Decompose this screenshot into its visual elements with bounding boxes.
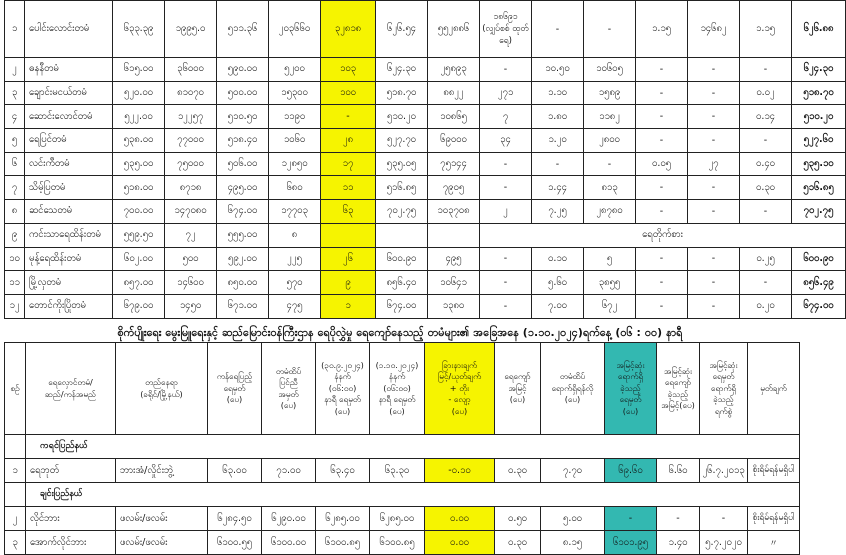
cell-dam-name: ဆောင်းလောင်တမံ: [25, 105, 113, 129]
cell-to-crest: ၇.၇၀: [541, 459, 605, 483]
cell-no: ၂: [5, 507, 26, 531]
cell-final-level: ၅၁၆.၈၅: [792, 176, 846, 200]
cell-location: ဖလမ်း/ဖလမ်း: [116, 531, 208, 555]
cell-final-level: ၆၇၄.၀၀: [792, 294, 846, 318]
cell-volume: ၇၉၀၅: [428, 176, 480, 200]
cell-spill: -: [480, 58, 532, 82]
cell-full-level: ၆၇၉.၀၀: [113, 294, 165, 318]
section-row: [5, 435, 800, 459]
cell-dead-level: ၅၁၁.၃၆: [217, 1, 269, 58]
cell-dam-name: သိမ့်ပြတမံ: [25, 176, 113, 200]
cell-max-overflow: -: [657, 507, 700, 531]
cell-volume: ၁၀၃၇၀၈: [428, 200, 480, 224]
cell-col-12: ၁၄၆၈၂: [688, 1, 740, 58]
cell-storage: ၁၄၅၀: [165, 294, 217, 318]
header-no: စဉ်: [5, 343, 26, 435]
cell-spill: ၁၈၆၉၁ (လျှပ်စစ် ထုတ်ရေ): [480, 1, 532, 58]
cell-overflow: -: [532, 1, 584, 58]
table-row: [5, 531, 800, 555]
cell-spill: ၇: [480, 105, 532, 129]
cell-full-level: ၆၃၃.၃၉: [113, 1, 165, 58]
cell-final-level: ၆၂၄.၃၀: [792, 58, 846, 82]
cell-crest-level: ၆၂၉၀.၀၀: [262, 507, 316, 531]
cell-volume: ၆၉၀၀၀: [428, 129, 480, 153]
cell-water-level: ၅၁၆.၈၅: [376, 176, 428, 200]
cell-dam-name: မြို့လှတမံ: [25, 271, 113, 295]
cell-remarks: 〃: [748, 531, 800, 555]
header-row: [5, 343, 800, 435]
cell-max-level: -: [605, 507, 657, 531]
cell-col-13: -: [740, 58, 792, 82]
header-difference: ခြားနားချက် မြင့်/ယုတ်ချက် + တိုး - လျော့ (ပေ): [425, 343, 495, 435]
cell-col-13: -: [740, 200, 792, 224]
cell-storage: ၈၇၁၈: [165, 176, 217, 200]
cell-storage: ၅၀၀: [165, 247, 217, 271]
cell-col-11: ၀.၀၅: [636, 152, 688, 176]
cell-dead-level: ၆၇၁.၀၀: [217, 294, 269, 318]
cell-name: လိုင်ဘား: [26, 507, 116, 531]
cell-max-date: ၂၆.၇.၂၀၁၃: [700, 459, 748, 483]
cell-overflow: ၁.၁၀: [532, 81, 584, 105]
cell-volume: ၂၅၈၉၃: [428, 58, 480, 82]
section-label: ကရင်ပြည်နယ်: [26, 435, 800, 459]
table-row: [5, 152, 846, 176]
header-curr-level: (၁.၁၀.၂၀၂၄) နံနက် (၀၆:၀၀) နာရီ ရေမှတ် (ပေ): [370, 343, 425, 435]
cell-final-level: ၆၀၀.၉၀: [792, 247, 846, 271]
cell-discharge: ၂၈၀၀: [584, 129, 636, 153]
cell-spill: -: [480, 152, 532, 176]
cell-spill: -: [480, 294, 532, 318]
cell-rain: ၆၃: [321, 200, 376, 224]
cell-no: ၁: [5, 459, 26, 483]
cell-col-13: ၀.၄၀: [740, 152, 792, 176]
cell-col-11: -: [636, 271, 688, 295]
cell-col-12: -: [688, 81, 740, 105]
cell-col-12: -: [688, 247, 740, 271]
cell-final-level: ၅၁၈.၇၀: [792, 81, 846, 105]
cell-col-11: -: [636, 105, 688, 129]
cell-remarks: စိုးရိမ်ရန်မရှိပါ: [748, 507, 800, 531]
cell-difference: ၀.၀၀: [425, 507, 495, 531]
cell-storage: ၁၂၂၅၇: [165, 105, 217, 129]
cell-no: ၁: [5, 1, 25, 58]
cell-max-overflow: ၁.၄၀: [657, 531, 700, 555]
cell-water-level: ၅၃၅.၀၅: [376, 152, 428, 176]
cell-dead-level: ၆၇၄.၀၀: [217, 200, 269, 224]
cell-water-level: [376, 223, 428, 247]
section-row: [5, 483, 800, 507]
cell-water-level: ၈၅၆.၄၀: [376, 271, 428, 295]
cell-final-level: ၆၂၆.၈၈: [792, 1, 846, 58]
cell-spill: ၂: [480, 200, 532, 224]
cell-rain: ၁၁: [321, 176, 376, 200]
cell-volume: [428, 223, 480, 247]
cell-col-11: -: [636, 176, 688, 200]
header-full-level: ကန်ရေပြည့် ရေမှတ် (ပေ): [208, 343, 262, 435]
table-row: [5, 294, 846, 318]
table-row: [5, 200, 846, 224]
cell-area: ၂၀၃၆၆၀: [269, 1, 321, 58]
cell-storage: ၁၄၇၀၈၀: [165, 200, 217, 224]
cell-water-level: ၅၁၀.၂၀: [376, 105, 428, 129]
cell-water-level: ၆၂၆.၅၄: [376, 1, 428, 58]
cell-dead-level: ၅၀၆.၀၀: [217, 152, 269, 176]
table-row: [5, 176, 846, 200]
cell-no: ၃: [5, 531, 26, 555]
cell-col-13: ၁.၁၅: [740, 1, 792, 58]
cell-rain: [321, 223, 376, 247]
cell-dead-level: ၈၅၀.၀၀: [217, 271, 269, 295]
cell-overflow: -: [532, 152, 584, 176]
cell-overflow: ၀.၃၀: [495, 531, 541, 555]
cell-dead-level: ၅၀၀.၀၀: [217, 81, 269, 105]
cell-water-level: ၆၀၀.၉၀: [376, 247, 428, 271]
cell-col-13: -: [740, 271, 792, 295]
cell-dead-level: ၄၉၅.၀၀: [217, 176, 269, 200]
table-row: [5, 459, 800, 483]
cell-curr-level: ၆၂၈၅.၀၀: [370, 507, 425, 531]
cell-overflow: ၀.၁၀: [532, 247, 584, 271]
lower-table-header: [5, 343, 800, 435]
cell-no: ၁၀: [5, 247, 25, 271]
cell-overflow: ၅.၆၀: [532, 271, 584, 295]
cell-water-level: ၆၇၄.၀၀: [376, 294, 428, 318]
cell-discharge: ၂၈၇၈၀: [584, 200, 636, 224]
cell-area: ၅၂၀၀: [269, 58, 321, 82]
cell-water-level: ၅၁၈.၇၀: [376, 81, 428, 105]
header-max-date: အမြင့်ဆုံး ရေမှတ် ရောက်ရှိ ခဲ့သည့် ရက်စွဲ: [700, 343, 748, 435]
cell-spill: -: [480, 247, 532, 271]
upper-table-body: [5, 1, 846, 319]
cell-rain: ၁၇: [321, 152, 376, 176]
cell-spill: ၃၄: [480, 129, 532, 153]
table-row: [5, 507, 800, 531]
cell-remarks: စိုးရိမ်ရန်မရှိပါ: [748, 459, 800, 483]
lower-table-body: [5, 435, 800, 555]
cell-rain: ၂၆: [321, 247, 376, 271]
cell-no: ၃: [5, 81, 25, 105]
cell-dam-name: ကင်းသာရေထိန်းတမံ: [25, 223, 113, 247]
cell-difference: ၀.၀၀: [425, 531, 495, 555]
cell-rain: ၉: [321, 271, 376, 295]
cell-dead-level: ၅၁၀.၅၀: [217, 105, 269, 129]
table-row: [5, 271, 846, 295]
cell-max-date: -: [700, 507, 748, 531]
cell-dam-name: ဆင်သေတမံ: [25, 200, 113, 224]
cell-dam-name: ပေါင်းလောင်းတမံ: [25, 1, 113, 58]
section-spacer: [5, 483, 26, 507]
cell-discharge: ၁၅၈၉: [584, 81, 636, 105]
cell-col-12: -: [688, 58, 740, 82]
cell-final-level: ၇၀၂.၇၅: [792, 200, 846, 224]
cell-curr-level: ၆၃.၃၀: [370, 459, 425, 483]
cell-final-level: ၅၁၀.၂၀: [792, 105, 846, 129]
cell-col-11: -: [636, 81, 688, 105]
cell-prev-level: ၆၂၈၅.၀၀: [316, 507, 370, 531]
cell-area: ၁၇၇၀၃: [269, 200, 321, 224]
table-row: [5, 81, 846, 105]
header-crest-level: တမံထိပ် ပြင်ညီ အမှတ် (ပေ): [262, 343, 316, 435]
cell-full-level: ၆၂၈၄.၅၀: [208, 507, 262, 531]
cell-area: ၁၂၈၅၀: [269, 152, 321, 176]
cell-col-13: ၀.၁၄: [740, 105, 792, 129]
cell-max-overflow: ၆.၆၀: [657, 459, 700, 483]
cell-overflow: ၁.၂၀: [532, 129, 584, 153]
cell-full-level: ၇၀၀.၀၀: [113, 200, 165, 224]
cell-spill: -: [480, 176, 532, 200]
cell-curr-level: ၆၁၀၀.၈၅: [370, 531, 425, 555]
cell-col-13: -: [740, 129, 792, 153]
cell-no: ၅: [5, 129, 25, 153]
cell-col-12: -: [688, 176, 740, 200]
cell-discharge: ၁၁၈၂: [584, 105, 636, 129]
cell-dam-name: ချောင်းမငယ်တမံ: [25, 81, 113, 105]
cell-no: ၄: [5, 105, 25, 129]
cell-dead-level: ၅၅၅.၀၀: [217, 223, 269, 247]
cell-location: ဖလမ်း/ဖလမ်း: [116, 507, 208, 531]
cell-storage: ၇၂: [165, 223, 217, 247]
cell-final-level: ၅၃၅.၁၀: [792, 152, 846, 176]
cell-col-11: ၁.၁၅: [636, 1, 688, 58]
cell-spill: -: [480, 271, 532, 295]
cell-col-12: -: [688, 129, 740, 153]
cell-difference: -၀.၁၀: [425, 459, 495, 483]
cell-col-13: ၀.၀၂: [740, 81, 792, 105]
cell-no: ၇: [5, 176, 25, 200]
cell-location: ဘားအံ/လှိုင်းဘွဲ့: [116, 459, 208, 483]
cell-storage: ၃၆၀၀၀: [165, 58, 217, 82]
cell-max-date: ၅.၇.၂၀၂၀: [700, 531, 748, 555]
cell-dam-name: တောင်ကိုးပြိုတမံ: [25, 294, 113, 318]
section-spacer: [5, 435, 26, 459]
cell-full-level: ၅၃၈.၀၀: [113, 129, 165, 153]
cell-overflow: ၁.၈၀: [532, 105, 584, 129]
cell-rain: -: [321, 105, 376, 129]
cell-discharge: -: [584, 152, 636, 176]
header-max-level: အမြင့်ဆုံး ရောက်ရှိ ခဲ့သည့် ရေမှတ် (ပေ): [605, 343, 657, 435]
cell-crest-level: ၇၁.၀၀: [262, 459, 316, 483]
cell-storage: ၇၅၀၀၀: [165, 152, 217, 176]
cell-discharge: ၁၀၆၀၅: [584, 58, 636, 82]
cell-rain: ၁၀၃: [321, 58, 376, 82]
cell-water-level: ၆၂၄.၃၀: [376, 58, 428, 82]
cell-col-12: -: [688, 271, 740, 295]
cell-dam-name: မုန့်ရေထိန်းတမံ: [25, 247, 113, 271]
cell-full-level: ၅၃၅.၀၀: [113, 152, 165, 176]
cell-final-level: ၅၂၇.၆၀: [792, 129, 846, 153]
cell-full-level: ၆၁၀၀.၅၅: [208, 531, 262, 555]
cell-storage: ၇၇၀၀၀: [165, 129, 217, 153]
cell-prev-level: ၆၃.၄၀: [316, 459, 370, 483]
cell-col-13: ၀.၂၅: [740, 247, 792, 271]
header-max-overflow: အမြင့်ဆုံး ရေကျော် ခဲ့သည့် အမြင့်(ပေ): [657, 343, 700, 435]
cell-discharge: -: [584, 1, 636, 58]
bottom-table-title: စိုက်ပျိုးရေး မွေးမြူရေးနှင့် ဆည်မြောင်းဝန်ကြီးဌာန ရေပိုလွှဲမှု ရေကျော်နေသည့် တမံများ၏ အခြေအနေ (၁.၁၀.၂၀၂၄)ရက်နေ့ (၀၆ : ၀၀) နာရီ: [117, 326, 683, 339]
section-label: ချင်းပြည်နယ်: [26, 483, 800, 507]
cell-col-11: -: [636, 247, 688, 271]
cell-col-13: ၀.၃၀: [740, 176, 792, 200]
cell-full-level: ၈၅၇.၀၀: [113, 271, 165, 295]
cell-col-12: ၂၇: [688, 152, 740, 176]
cell-col-12: -: [688, 200, 740, 224]
cell-col-12: -: [688, 105, 740, 129]
cell-volume: ၄၉၅: [428, 247, 480, 271]
cell-no: ၆: [5, 152, 25, 176]
cell-area: ၄၇၅: [269, 294, 321, 318]
cell-dead-level: ၅၉၀.၀၀: [217, 58, 269, 82]
cell-col-11: -: [636, 200, 688, 224]
cell-overflow: ၁၀.၅၀: [532, 58, 584, 82]
cell-rain: ၃၂၈၁၈: [321, 1, 376, 58]
cell-status-note: ရေတိုက်စား: [480, 223, 846, 247]
cell-storage: ၁၉၉၅.၀: [165, 1, 217, 58]
cell-area: ၅၇၀: [269, 271, 321, 295]
header-remarks: မှတ်ချက်: [748, 343, 800, 435]
cell-water-level: ၅၂၇.၇၀: [376, 129, 428, 153]
cell-overflow: ၀.၃၀: [495, 459, 541, 483]
cell-no: ၈: [5, 200, 25, 224]
cell-discharge: ၅: [584, 247, 636, 271]
cell-to-crest: ၈.၁၅: [541, 531, 605, 555]
cell-area: ၁၀၆၀: [269, 129, 321, 153]
cell-volume: ၁၀၆၄၁: [428, 271, 480, 295]
cell-dead-level: ၅၉၂.၀၀: [217, 247, 269, 271]
cell-dam-name: ရေပြင်တမံ: [25, 129, 113, 153]
cell-col-11: -: [636, 294, 688, 318]
cell-volume: ၁၀၈၆၅: [428, 105, 480, 129]
cell-area: ၆၈၀: [269, 176, 321, 200]
cell-no: ၁၁: [5, 271, 25, 295]
cell-max-level: ၆၉.၆၀: [605, 459, 657, 483]
table-row: [5, 105, 846, 129]
cell-full-level: ၆၁၅.၀၀: [113, 58, 165, 82]
cell-spill: ၂၇၁: [480, 81, 532, 105]
cell-storage: ၈၁၀၇၀: [165, 81, 217, 105]
cell-dam-name: လင်းကီတမံ: [25, 152, 113, 176]
cell-area: ၁၅၃၀၀: [269, 81, 321, 105]
cell-final-level: ၈၅၆.၄၉: [792, 271, 846, 295]
cell-full-level: ၅၅၉.၅၀: [113, 223, 165, 247]
header-dam-name: ရေလှောင်တမံ/ ဆည်/ကန်အမည်: [26, 343, 116, 435]
cell-dead-level: ၅၁၈.၄၀: [217, 129, 269, 153]
cell-rain: ၂၈: [321, 129, 376, 153]
cell-volume: ၈၈၂၂: [428, 81, 480, 105]
cell-water-level: ၇၀၂.၇၅: [376, 200, 428, 224]
cell-area: ၂၂၅: [269, 247, 321, 271]
cell-col-11: -: [636, 58, 688, 82]
table-row: [5, 223, 846, 247]
cell-overflow: ၀.၅၀: [495, 507, 541, 531]
table-row: [5, 247, 846, 271]
cell-area: ၁၁၉၀: [269, 105, 321, 129]
cell-to-crest: ၅.၀၀: [541, 507, 605, 531]
cell-name: အောက်လိုင်ဘား: [26, 531, 116, 555]
cell-overflow: ၁.၄၄: [532, 176, 584, 200]
cell-discharge: ၈၁၃: [584, 176, 636, 200]
header-to-crest: တမံထိပ် ရောက်ရှိရန်လို (ပေ): [541, 343, 605, 435]
cell-storage: ၁၄၆၀၀: [165, 271, 217, 295]
cell-no: ၉: [5, 223, 25, 247]
cell-full-level: ၅၁၈.၀၀: [113, 176, 165, 200]
dam-status-table-lower: [4, 342, 800, 555]
cell-name: ရေဘုတ်: [26, 459, 116, 483]
cell-col-11: -: [636, 129, 688, 153]
cell-area: ၈: [269, 223, 321, 247]
cell-rain: ၁: [321, 294, 376, 318]
cell-rain: ၁၀၀: [321, 81, 376, 105]
cell-col-12: -: [688, 294, 740, 318]
table-row: [5, 58, 846, 82]
cell-volume: ၅၅၂၈၈၆: [428, 1, 480, 58]
cell-full-level: ၆၃.၀၀: [208, 459, 262, 483]
cell-prev-level: ၆၁၀၀.၈၅: [316, 531, 370, 555]
header-location: တည်နေရာ (ခရိုင်/မြို့နယ်): [116, 343, 208, 435]
cell-full-level: ၆၀၂.၀၀: [113, 247, 165, 271]
cell-full-level: ၅၂၂.၀၀: [113, 105, 165, 129]
table-row: [5, 129, 846, 153]
cell-discharge: ၆၇၂: [584, 294, 636, 318]
cell-no: ၂: [5, 58, 25, 82]
cell-overflow: ၇.၂၅: [532, 200, 584, 224]
cell-discharge: ၃၈၅၅: [584, 271, 636, 295]
cell-full-level: ၅၂၀.၀၀: [113, 81, 165, 105]
cell-dam-name: ဓနနီတမံ: [25, 58, 113, 82]
header-overflow-height: ရေကျော် အမြင့် (ပေ): [495, 343, 541, 435]
cell-volume: ၇၅၁၄၄: [428, 152, 480, 176]
cell-no: ၁၂: [5, 294, 25, 318]
cell-volume: ၁၃၈၀: [428, 294, 480, 318]
cell-max-level: ၆၁၀၁.၉၅: [605, 531, 657, 555]
cell-col-13: ၀.၂၀: [740, 294, 792, 318]
cell-crest-level: ၆၁၀၀.၀၀: [262, 531, 316, 555]
table-row: [5, 1, 846, 58]
cell-overflow: ၇.၀၀: [532, 294, 584, 318]
header-prev-level: (၃၀.၉.၂၀၂၄) နံနက် (၀၆:၀၀) နာရီ ရေမှတ် (ပေ): [316, 343, 370, 435]
dam-status-table-upper: [4, 0, 846, 319]
